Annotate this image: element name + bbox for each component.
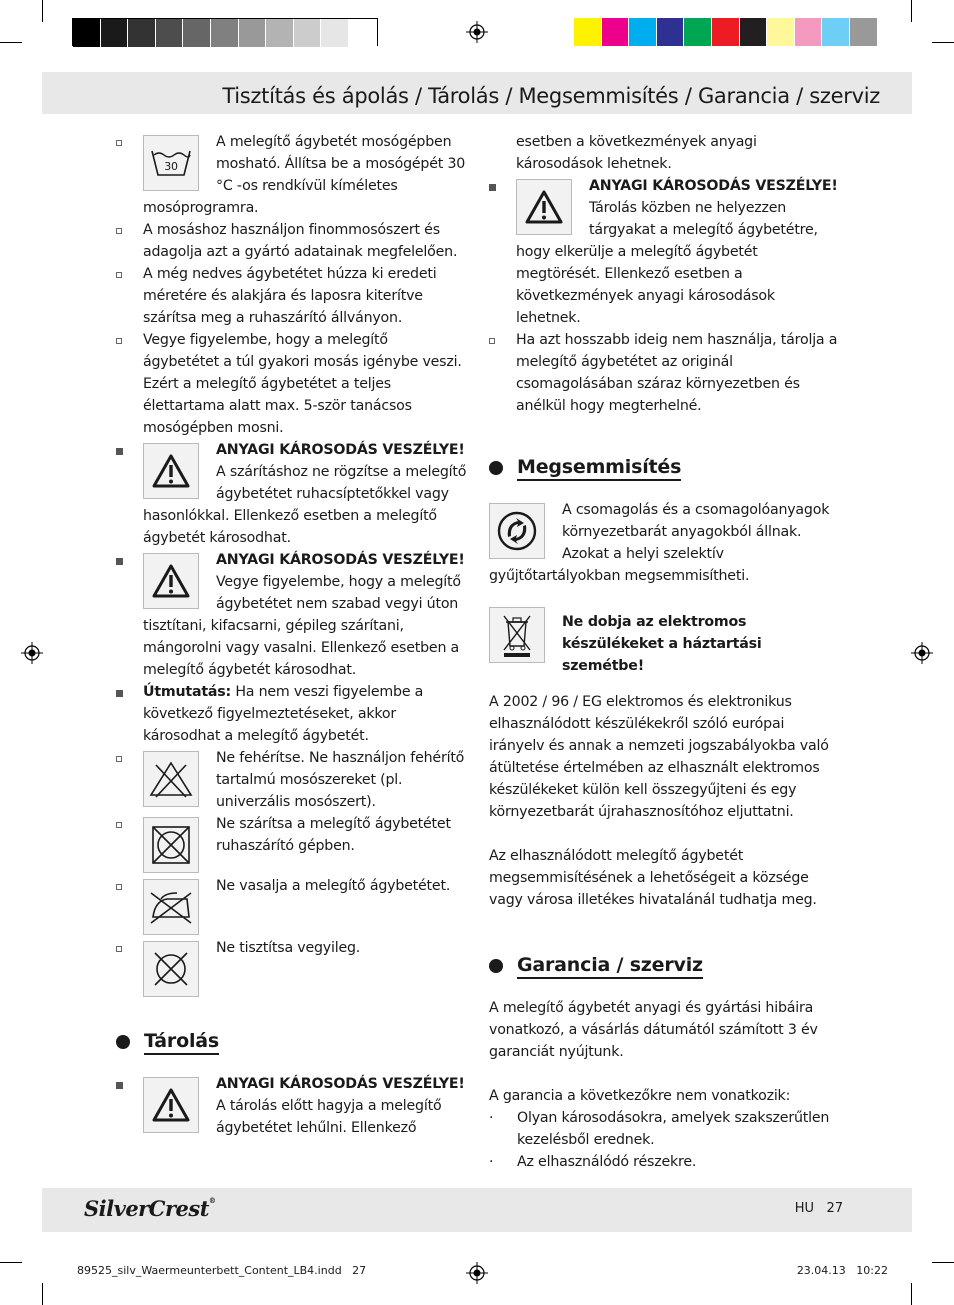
warranty-paragraph: A melegítő ágybetét anyagi és gyártási hibáira vonatkozó, a vásárlás dátumától számított 3 év garanciát nyújtunk. <box>489 1000 818 1060</box>
recycle-green-dot-icon <box>489 503 545 559</box>
care-item <box>116 937 468 999</box>
warning-triangle-icon <box>143 443 199 499</box>
disposal-paragraph: Az elhasználódott melegítő ágybetét megsemmisítésének a lehetőségeit a községe vagy városa illetékes hivatalánál tudhatja meg. <box>489 848 817 908</box>
bullet-square-icon <box>116 946 122 952</box>
crop-mark <box>932 1262 954 1263</box>
note-heading: Útmutatás: <box>143 684 232 700</box>
crop-mark <box>911 1283 912 1305</box>
left-column <box>116 131 468 1139</box>
print-timestamp: 23.04.13 10:22 <box>796 1264 888 1277</box>
crop-mark <box>0 1262 22 1263</box>
warning-text: A tárolás előtt hagyja a melegítő ágybetétet lehűlni. Ellenkező <box>216 1098 442 1136</box>
gray-swatch-strip <box>72 18 378 46</box>
color-swatch-strip <box>574 18 878 46</box>
bullet-square-icon <box>116 756 122 762</box>
list-item-text: esetben a következmények anyagi károsodások lehetnek. <box>516 134 757 172</box>
color-swatch <box>73 19 101 47</box>
warning-text: Tárolás közben ne helyezzen tárgyakat a melegítő ágybetétre, hogy elkerülje a melegítő ágybetét megtörését. Ellenkező esetben a következmények anyagi károsodások lehetnek. <box>516 200 818 326</box>
bullet-filled-icon <box>116 1082 123 1089</box>
registration-mark-icon <box>911 642 933 664</box>
care-text: Ne fehérítse. Ne használjon fehérítő tartalmú mosószereket (pl. univerzális mosószert). <box>216 750 465 810</box>
dash-bullet: · <box>489 1110 494 1126</box>
color-swatch <box>128 19 156 47</box>
spacer <box>489 1063 841 1085</box>
bullet-square-icon <box>116 822 122 828</box>
list-item-text: Ha azt hosszabb ideig nem használja, tárolja a melegítő ágybetétet az originál csomagolásában száraz környezetben és anélkül hogy megterhelné. <box>516 332 838 414</box>
list-item-text: Az elhasználódó részekre. <box>517 1154 697 1170</box>
list-item <box>489 1151 841 1173</box>
color-swatch <box>657 18 685 46</box>
warning-heading: ANYAGI KÁROSODÁS VESZÉLYE! <box>216 552 465 568</box>
page-title: Tisztítás és ápolás / Tárolás / Megsemmisítés / Garancia / szerviz <box>222 84 880 108</box>
wash-30-icon <box>143 135 199 191</box>
bullet-square-icon <box>116 884 122 890</box>
list-item <box>116 329 468 439</box>
warning-heading: ANYAGI KÁROSODÁS VESZÉLYE! <box>216 442 465 458</box>
color-swatch <box>211 19 239 47</box>
color-swatch <box>712 18 740 46</box>
care-text: Ne vasalja a melegítő ágybetétet. <box>216 878 451 894</box>
spacer <box>489 823 841 845</box>
color-swatch <box>156 19 184 47</box>
right-column <box>489 131 841 1173</box>
section-heading-storage <box>116 1029 468 1055</box>
section-dot-icon <box>116 1035 130 1049</box>
page-number: 27 <box>826 1201 843 1216</box>
color-swatch <box>629 18 657 46</box>
color-swatch <box>822 18 850 46</box>
weee-note <box>489 603 841 677</box>
no-iron-icon <box>143 879 199 935</box>
registration-mark-icon <box>21 642 43 664</box>
color-swatch <box>349 19 377 47</box>
warning-triangle-icon <box>516 179 572 235</box>
color-swatch <box>574 18 602 46</box>
care-text: Ne tisztítsa vegyileg. <box>216 940 361 956</box>
bullet-filled-icon <box>116 448 123 455</box>
list-item <box>489 329 841 417</box>
color-swatch <box>795 18 823 46</box>
directive-paragraph: A 2002 / 96 / EG elektromos és elektronikus elhasználódott készülékekről szóló európai irányelv és annak a nemzeti jogszabályokba való átültetése értelmében az elhasznált elektromos készülékeket külön kell összegyűjteni és egy környezetbarát újrahasznosítóhoz eljuttatni. <box>489 694 829 820</box>
language-code: HU <box>794 1201 815 1216</box>
list-item <box>116 131 468 219</box>
section-dot-icon <box>489 959 503 973</box>
warranty-exclusions-intro: A garancia a következőkre nem vonatkozik: <box>489 1088 791 1104</box>
warning-heading: ANYAGI KÁROSODÁS VESZÉLYE! <box>589 178 838 194</box>
section-dot-icon <box>489 461 503 475</box>
file-slug: 89525_silv_Waermeunterbett_Content_LB4.indd 27 <box>77 1264 367 1277</box>
brand-logo <box>84 1196 215 1221</box>
bullet-square-icon <box>116 338 122 344</box>
warning-text: Vegye figyelembe, hogy a melegítő ágybetétet nem szabad vegyi úton tisztítani, kifacsarni, gépileg szárítani, mángorolni vagy vasalni. Ellenkező esetben a melegítő ágybetét károsodhat. <box>143 574 461 678</box>
crop-mark <box>932 42 954 43</box>
brand-name: SilverCrest <box>84 1196 209 1221</box>
registration-mark-icon <box>466 1262 488 1284</box>
bullet-square-icon <box>116 140 122 146</box>
no-dry-clean-icon <box>143 941 199 997</box>
color-swatch <box>602 18 630 46</box>
color-swatch <box>740 18 768 46</box>
weee-text: Ne dobja az elektromos készülékeket a háztartási szemétbe! <box>562 614 762 674</box>
continued-text <box>489 131 841 175</box>
section-title: Tárolás <box>144 1029 219 1055</box>
bullet-filled-icon <box>489 184 496 191</box>
list-item-text: Vegye figyelembe, hogy a melegítő ágybetétet a túl gyakori mosás igénybe veszi. Ezért a melegítő ágybetétet a teljes élettartama alatt max. 5-ször tanácsos mosógépben mosni. <box>143 332 462 436</box>
crop-mark <box>42 1283 43 1305</box>
note-text: Ha nem veszi figyelembe a következő figyelmeztetéseket, akkor károsodhat a melegítő ágybetét. <box>143 684 424 744</box>
bullet-square-icon <box>116 272 122 278</box>
packaging-text: A csomagolás és a csomagolóanyagok környezetbarát anyagokból állnak. Azokat a helyi szelektív gyűjtőtartályokban megsemmisítheti. <box>489 502 830 584</box>
color-swatch <box>239 19 267 47</box>
warning-triangle-icon <box>143 553 199 609</box>
section-heading-disposal <box>489 455 841 481</box>
crop-mark <box>42 0 43 22</box>
warning-triangle-icon <box>143 1077 199 1133</box>
color-swatch <box>101 19 129 47</box>
list-item-text: Olyan károsodásokra, amelyek szakszerűtlen kezelésből erednek. <box>517 1110 830 1148</box>
color-swatch <box>850 18 878 46</box>
weee-bin-icon <box>489 607 545 663</box>
no-tumble-dry-icon <box>143 817 199 873</box>
section-title: Megsemmisítés <box>517 455 681 481</box>
list-item <box>116 219 468 263</box>
crop-mark <box>911 0 912 22</box>
warning-item <box>116 439 468 549</box>
warning-item <box>116 549 468 681</box>
care-item <box>116 875 468 937</box>
care-item <box>116 747 468 813</box>
wash-instruction: A melegítő ágybetét mosógépben mosható. Állítsa be a mosógépét 30 °C -os rendkívül kíméletes mosóprogramra. <box>143 134 466 216</box>
registered-mark: ® <box>208 1196 216 1205</box>
list-item <box>116 263 468 329</box>
warning-item <box>116 1073 468 1139</box>
note-item <box>116 681 468 747</box>
color-swatch <box>684 18 712 46</box>
section-heading-warranty <box>489 953 841 979</box>
list-item-text: A mosáshoz használjon finommosószert és adagolja azt a gyártó adatainak megfelelően. <box>143 222 458 260</box>
warning-heading: ANYAGI KÁROSODÁS VESZÉLYE! <box>216 1076 465 1092</box>
care-text: Ne szárítsa a melegítő ágybetétet ruhaszárító gépben. <box>216 816 451 854</box>
color-swatch <box>266 19 294 47</box>
care-item <box>116 813 468 875</box>
section-title: Garancia / szerviz <box>517 953 703 979</box>
bullet-filled-icon <box>116 558 123 565</box>
warning-text: A szárításhoz ne rögzítse a melegítő ágybetétet ruhacsíptetőkkel vagy hasonlókkal. Ellenkező esetben a melegítő ágybetét károsodhat. <box>143 464 467 546</box>
color-swatch <box>321 19 349 47</box>
dash-bullet: · <box>489 1154 494 1170</box>
list-item <box>489 1107 841 1151</box>
warning-item <box>489 175 841 329</box>
crop-mark <box>0 42 22 43</box>
svg-text:30: 30 <box>164 160 178 173</box>
no-bleach-icon <box>143 751 199 807</box>
bullet-square-icon <box>116 228 122 234</box>
color-swatch <box>183 19 211 47</box>
bullet-square-icon <box>489 338 495 344</box>
language-page-number <box>795 1201 843 1216</box>
color-swatch <box>294 19 322 47</box>
bullet-filled-icon <box>116 690 123 697</box>
list-item-text: A még nedves ágybetétet húzza ki eredeti méretére és alakjára és laposra kiterítve szárítsa meg a ruhaszárító állványon. <box>143 266 437 326</box>
color-swatch <box>767 18 795 46</box>
registration-mark-icon <box>466 21 488 43</box>
packaging-note <box>489 499 841 587</box>
